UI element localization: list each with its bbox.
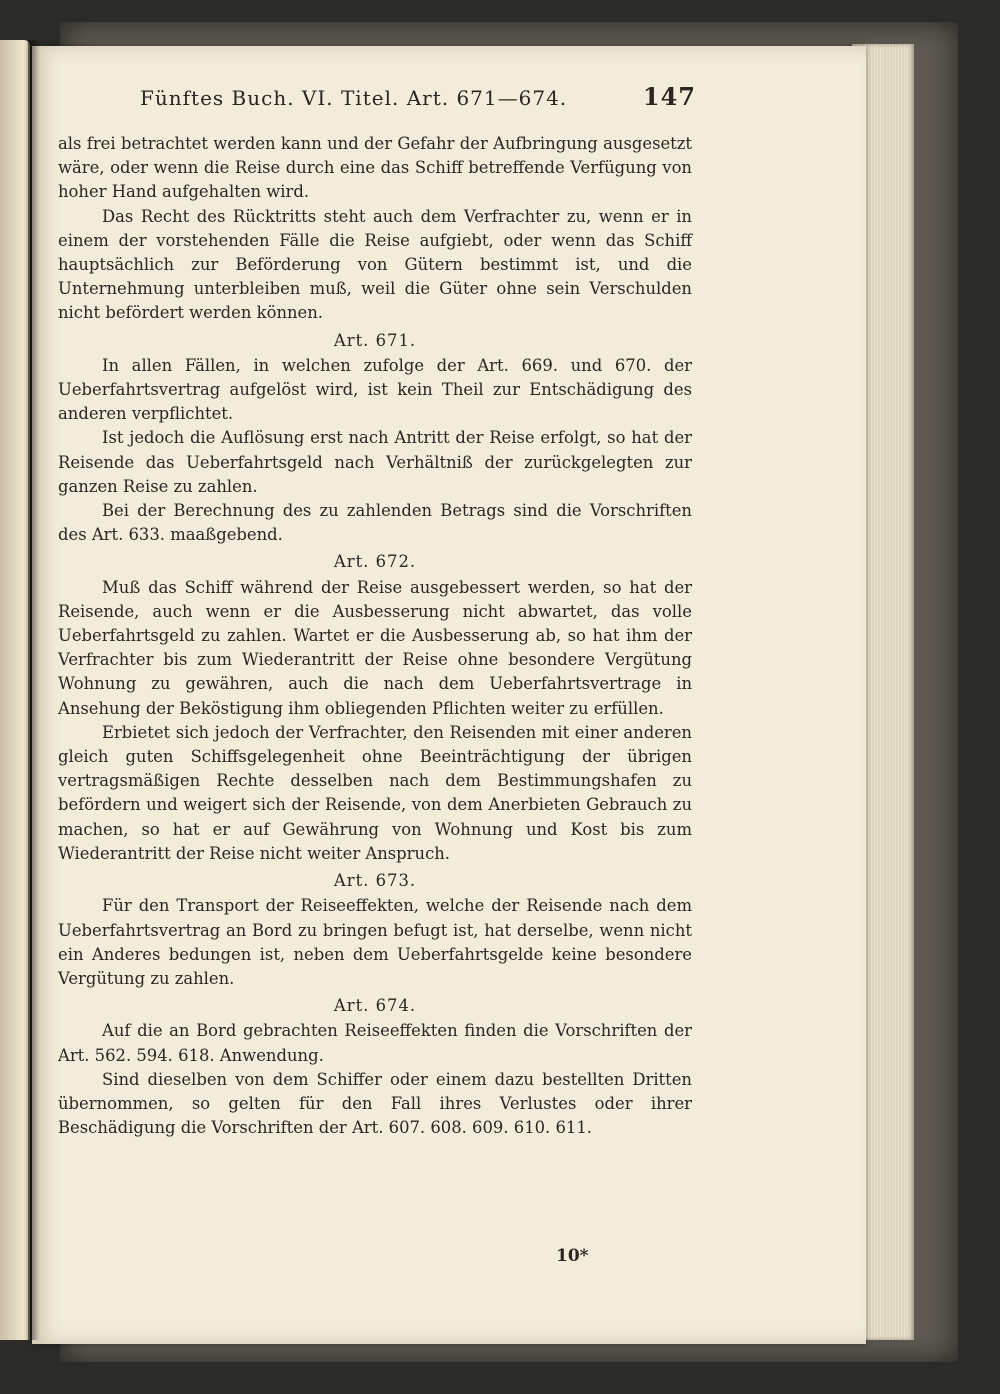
paragraph: als frei betrachtet werden kann und der Gefahr der Aufbringung ausgesetzt wäre, oder wenn die Reise durch eine das Schiff betreffende Verfügung von hoher Hand aufgehalten wird. bbox=[58, 134, 692, 202]
left-page-edge bbox=[0, 40, 30, 1340]
paragraph: In allen Fällen, in welchen zufolge der Art. 669. und 670. der Ueberfahrtsvertrag aufgelöst wird, ist kein Theil zur Entschädigung des anderen verpflichtet. bbox=[58, 355, 692, 424]
paragraph: Auf die an Bord gebrachten Reiseeffekten finden die Vorschriften der Art. 562. 594. 618. Anwendung. bbox=[58, 1021, 692, 1065]
spine-shadow bbox=[28, 40, 40, 1340]
paragraph: Muß das Schiff während der Reise ausgebessert werden, so hat der Reisende, auch wenn er die Ausbesserung nicht abwartet, das volle Ueberfahrtsgeld zu zahlen. Wartet er die Ausbesserung ab, so hat ihm der Verfrachter bis zum Wiederantritt der Reise ohne besondere Vergütung Wohnung zu gewähren, auch die nach dem Ueberfahrtsvertrage in Ansehung der Beköstigung ihm obliegenden Pflichten weiter zu erfüllen. bbox=[58, 577, 692, 718]
running-head-title: Fünftes Buch. VI. Titel. Art. 671—674. bbox=[140, 86, 568, 110]
article-heading: Art. 672. bbox=[333, 552, 417, 572]
article-heading: Art. 673. bbox=[333, 871, 417, 891]
page-number: 147 bbox=[642, 82, 696, 111]
paragraph: Ist jedoch die Auflösung erst nach Antritt der Reise erfolgt, so hat der Reisende das Ueberfahrtsgeld nach Verhältniß der zurückgelegten zur ganzen Reise zu zahlen. bbox=[58, 428, 692, 496]
page-body bbox=[58, 132, 692, 1140]
paragraph: Das Recht des Rücktritts steht auch dem Verfrachter zu, wenn er in einem der vorstehenden Fälle die Reise aufgiebt, oder wenn das Schiff hauptsächlich zur Beförderung von Gütern bestimmt ist, und die Unternehmung unterbleiben muß, weil die Güter ohne sein Verschulden nicht befördert werden können. bbox=[58, 206, 692, 323]
paragraph: Für den Transport der Reiseeffekten, welche der Reisende nach dem Ueberfahrtsvertrag an Bord zu bringen befugt ist, hat derselbe, wenn nicht ein Anderes bedungen ist, neben dem Ueberfahrtsgelde keine besondere Vergütung zu zahlen. bbox=[58, 896, 692, 988]
article-heading: Art. 671. bbox=[333, 330, 417, 350]
running-head bbox=[140, 82, 696, 116]
article-heading: Art. 674. bbox=[333, 996, 417, 1016]
paragraph: Erbietet sich jedoch der Verfrachter, den Reisenden mit einer anderen gleich guten Schiffsgelegenheit ohne Beeinträchtigung der übrigen vertragsmäßigen Rechte desselben nach dem Bestimmungshafen zu befördern und weigert sich der Reisende, von dem Anerbieten Gebrauch zu machen, so hat er auf Gewährung von Wohnung und Kost bis zum Wiederantritt der Reise nicht weiter Anspruch. bbox=[58, 722, 692, 863]
paragraph: Bei der Berechnung des zu zahlenden Betrags sind die Vorschriften des Art. 633. maaßgebend. bbox=[58, 501, 692, 545]
paragraph: Sind dieselben von dem Schiffer oder einem dazu bestellten Dritten übernommen, so gelten für den Fall ihres Verlustes oder ihrer Beschädigung die Vorschriften der Art. 607. 608. 609. 610. 611. bbox=[58, 1069, 692, 1138]
signature-mark: 10* bbox=[556, 1246, 589, 1266]
